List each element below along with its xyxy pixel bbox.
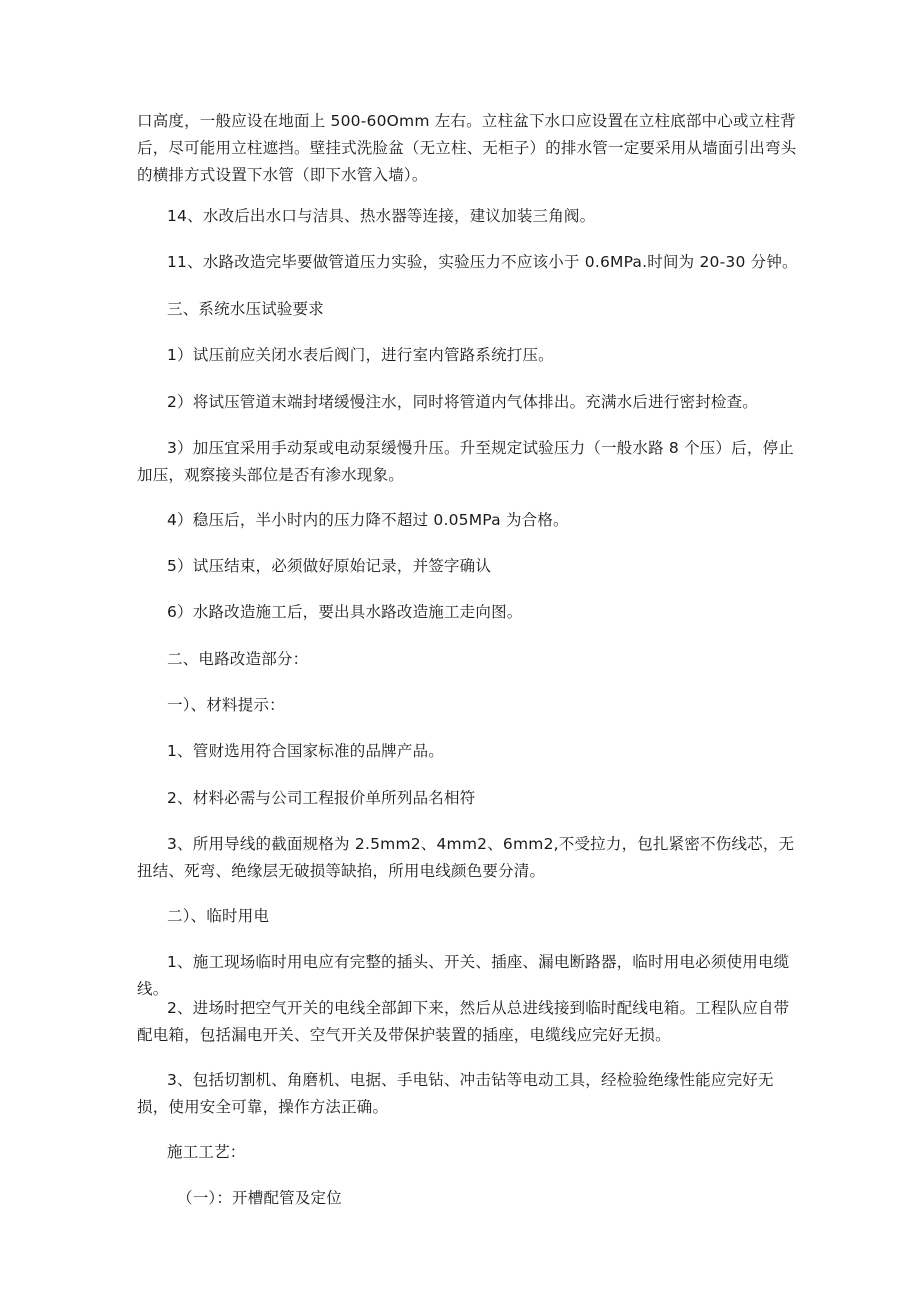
- paragraph-step-5: 5）试压结束，必须做好原始记录，并签字确认: [167, 557, 492, 575]
- paragraph-material-2: 2、材料必需与公司工程报价单所列品名相符: [167, 789, 476, 807]
- paragraph-power-3: 3、包括切割机、角磨机、电据、手电钻、冲击钻等电动工具，经检验绝缘性能应完好无损，使用安全可靠，操作方法正确。: [137, 1071, 774, 1116]
- paragraph-step-1: 1）试压前应关闭水表后阀门，进行室内管路系统打压。: [167, 346, 554, 364]
- paragraph-step-3: 3）加压宜采用手动泵或电动泵缓慢升压。升至规定试验压力（一般水路 8 个压）后，停止加压，观察接头部位是否有渗水现象。: [137, 439, 794, 484]
- subheading-temporary-power: 二）、临时用电: [167, 907, 270, 925]
- paragraph-material-1: 1、管财选用符合国家标准的品牌产品。: [167, 742, 444, 760]
- paragraph-item-14: 14、水改后出水口与洁具、热水器等连接，建议加装三角阀。: [167, 207, 596, 225]
- subheading-materials: 一）、材料提示：: [167, 696, 285, 714]
- paragraph-drain-height: 口高度，一般应设在地面上 500-60Omm 左右。立柱盆下水口应设置在立柱底部中心或立柱背后，尽可能用立柱遮挡。壁挂式洗脸盆（无立柱、无柜子）的排水管一定要采用从墙面引出弯头的横排方式设置下水管（即下水管入墙）。: [137, 112, 797, 184]
- paragraph-step-4: 4）稳压后，半小时内的压力降不超过 0.05MPa 为合格。: [167, 511, 569, 529]
- heading-construction-process: 施工工艺：: [167, 1143, 246, 1161]
- paragraph-item-11: 11、水路改造完毕要做管道压力实验，实验压力不应该小于 0.6MPa.时间为 20-30 分钟。: [167, 253, 798, 271]
- section-heading-electrical: 二、电路改造部分：: [167, 650, 309, 668]
- paragraph-step-2: 2）将试压管道末端封堵缓慢注水，同时将管道内气体排出。充满水后进行密封检查。: [167, 393, 758, 411]
- paragraph-power-2: 2、进场时把空气开关的电线全部卸下来，然后从总进线接到临时配线电箱。工程队应自带配电箱，包括漏电开关、空气开关及带保护装置的插座，电缆线应完好无损。: [137, 999, 790, 1044]
- paragraph-step-6: 6）水路改造施工后，要出具水路改造施工走向图。: [167, 603, 523, 621]
- paragraph-material-3: 3、所用导线的截面规格为 2.5mm2、4mm2、6mm2,不受拉力，包扎紧密不伤线芯，无扭结、死弯、绝缘层无破损等缺掐，所用电线颜色要分清。: [137, 835, 795, 880]
- subheading-slotting-piping: （一）：开槽配管及定位: [177, 1189, 342, 1207]
- paragraph-power-1: 1、施工现场临时用电应有完整的插头、开关、插座、漏电断路器，临时用电必须使用电缆线。: [137, 953, 790, 998]
- section-heading-pressure-test: 三、系统水压试验要求: [167, 300, 325, 318]
